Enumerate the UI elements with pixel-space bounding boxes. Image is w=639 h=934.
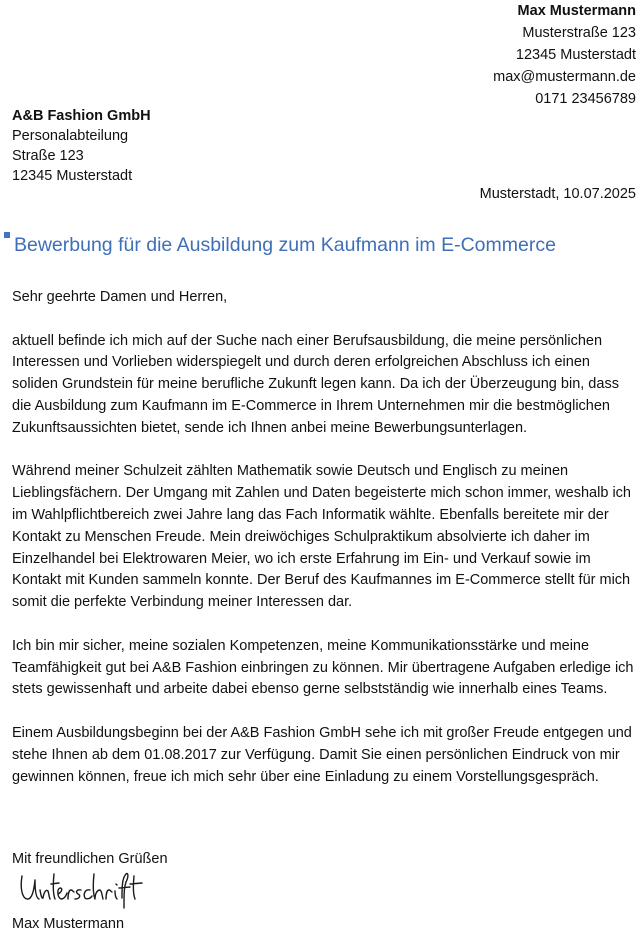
paragraph-1: aktuell befinde ich mich auf der Suche nach einer Berufsausbildung, die meine persönlichen Interessen und Vorlieben widerspiegelt und durch deren erfolgreichen Abschluss ich einen soliden Grundstein für meine berufliche Zukunft legen kann. Da ich der Überzeugung bin, dass die Ausbildung zum Kaufmann im E-Commerce in Ihrem Unternehmen mir die bestmöglichen Zukunftsaussichten bietet, sende ich Ihnen anbei meine Bewerbungsunterlagen. bbox=[12, 332, 619, 436]
signed-name: Max Mustermann bbox=[12, 916, 125, 932]
recipient-company: A&B Fashion GmbH bbox=[12, 108, 151, 124]
sender-street: Musterstraße 123 bbox=[522, 25, 636, 41]
closing: Mit freundlichen Grüßen bbox=[12, 851, 168, 867]
recipient-city: 12345 Musterstadt bbox=[12, 168, 133, 184]
paragraph-4: Einem Ausbildungsbeginn bei der A&B Fashion GmbH sehe ich mit großer Freude entgegen und stehe Ihnen ab dem 01.08.2017 zur Verfügung. Damit Sie einen persönlichen Eindruck von mir gewinnen können, freue ich mich sehr über eine Einladung zu einem Vorstellungsgespräch. bbox=[12, 724, 632, 785]
handwritten-signature bbox=[18, 868, 148, 912]
subject-marker bbox=[4, 232, 10, 238]
paragraph-3: Ich bin mir sicher, meine sozialen Kompetenzen, meine Kommunikationsstärke und meine Teamfähigkeit gut bei A&B Fashion einbringen zu können. Mir übertragene Aufgaben erledige ich stets gewissenhaft und arbeite dabei ebenso gerne selbstständig wie innerhalb eines Teams. bbox=[12, 637, 634, 698]
paragraph-2: Während meiner Schulzeit zählten Mathematik sowie Deutsch und Englisch zu meinen Lieblingsfächern. Der Umgang mit Zahlen und Daten begeisterte mich schon immer, weshalb ich im Wahlpflichtbereich zwei Jahre lang das Fach Informatik wählte. Ebenfalls bereitete mir der Kontakt zu Menschen Freude. Mein dreiwöchiges Schulpraktikum absolvierte ich daher im Einzelhandel bei Elektrowaren Meier, wo ich erste Erfahrung im Ein- und Verkauf sowie im Kontakt mit Kunden sammeln konnte. Der Beruf des Kaufmannes im E-Commerce stellt für mich somit die perfekte Verbindung meiner Interessen dar. bbox=[12, 463, 631, 611]
recipient-block bbox=[12, 106, 151, 186]
recipient-department: Personalabteilung bbox=[12, 128, 129, 144]
sender-email: max@mustermann.de bbox=[493, 69, 636, 85]
sender-name: Max Mustermann bbox=[517, 3, 636, 19]
subject-line: Bewerbung für die Ausbildung zum Kaufmann im E-Commerce bbox=[14, 234, 556, 256]
sender-city: 12345 Musterstadt bbox=[515, 47, 636, 63]
sender-phone: 0171 23456789 bbox=[535, 91, 636, 107]
salutation: Sehr geehrte Damen und Herren, bbox=[12, 289, 228, 305]
recipient-street: Straße 123 bbox=[12, 148, 84, 164]
letter-body bbox=[12, 287, 638, 810]
date-line: Musterstadt, 10.07.2025 bbox=[479, 186, 636, 202]
sender-block bbox=[493, 0, 636, 110]
